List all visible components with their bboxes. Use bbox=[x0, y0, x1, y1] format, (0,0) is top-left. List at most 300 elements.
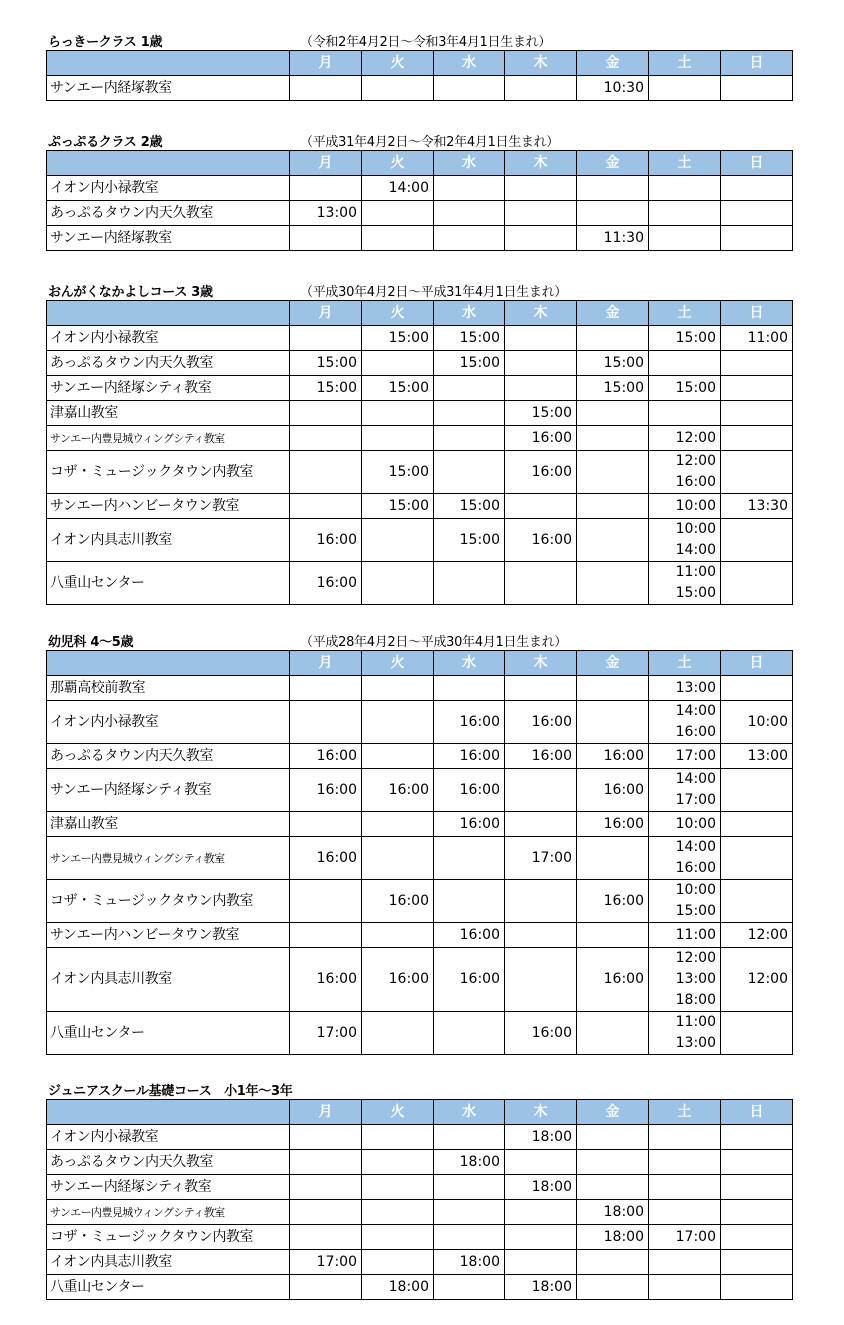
time-cell bbox=[434, 76, 505, 101]
time-cell bbox=[649, 1125, 721, 1150]
time-cell bbox=[434, 226, 505, 251]
table-header-row bbox=[47, 301, 793, 326]
section-title: おんがくなかよしコース 3歳 bbox=[48, 285, 213, 300]
time-cell bbox=[505, 226, 577, 251]
lesson-time: 16:00 bbox=[531, 429, 572, 446]
lesson-time: 16:00 bbox=[603, 815, 644, 832]
table-row bbox=[47, 948, 793, 1012]
time-cell bbox=[362, 76, 434, 101]
lesson-time: 11:00 bbox=[747, 329, 788, 346]
time-cell bbox=[721, 676, 793, 701]
time-cell bbox=[721, 201, 793, 226]
classroom-name: サンエー内経塚シティ教室 bbox=[47, 1175, 290, 1200]
day-header: 金 bbox=[577, 651, 649, 676]
lesson-time: 15:00 bbox=[531, 404, 572, 421]
lesson-time: 11:00 bbox=[675, 1014, 716, 1030]
time-cell bbox=[649, 1150, 721, 1175]
day-header: 日 bbox=[721, 1100, 793, 1125]
section-title: らっきークラス 1歳 bbox=[48, 35, 163, 50]
time-cell bbox=[721, 923, 793, 948]
time-cell bbox=[577, 1250, 649, 1275]
time-cell bbox=[362, 1012, 434, 1055]
lesson-time: 16:00 bbox=[603, 747, 644, 764]
time-cell bbox=[649, 948, 721, 1012]
lesson-time: 17:00 bbox=[675, 792, 716, 808]
time-cell bbox=[649, 494, 721, 519]
time-cell bbox=[577, 176, 649, 201]
lesson-time: 13:00 bbox=[675, 679, 716, 696]
lesson-time: 16:00 bbox=[603, 971, 644, 987]
classroom-name: サンエー内経塚シティ教室 bbox=[47, 769, 290, 812]
time-cell bbox=[649, 1012, 721, 1055]
time-cell bbox=[362, 401, 434, 426]
time-cell bbox=[721, 519, 793, 562]
table-row bbox=[47, 426, 793, 451]
lesson-time: 15:00 bbox=[603, 354, 644, 371]
section-header bbox=[46, 628, 792, 650]
day-header: 金 bbox=[577, 301, 649, 326]
time-cell bbox=[577, 326, 649, 351]
time-cell bbox=[505, 880, 577, 923]
time-cell bbox=[434, 812, 505, 837]
time-cell bbox=[290, 451, 362, 494]
lesson-time: 15:00 bbox=[459, 354, 500, 371]
day-header: 木 bbox=[505, 651, 577, 676]
classroom-name: 八重山センター bbox=[47, 1012, 290, 1055]
header-corner-cell bbox=[47, 1100, 290, 1125]
time-cell bbox=[362, 1200, 434, 1225]
time-cell bbox=[505, 1150, 577, 1175]
time-cell bbox=[505, 519, 577, 562]
time-cell bbox=[721, 1250, 793, 1275]
time-cell bbox=[290, 226, 362, 251]
time-cell bbox=[434, 744, 505, 769]
time-cell bbox=[290, 837, 362, 880]
time-cell bbox=[721, 451, 793, 494]
lesson-time: 16:00 bbox=[459, 815, 500, 832]
classroom-name: サンエー内ハンビータウン教室 bbox=[47, 923, 290, 948]
schedule-table bbox=[46, 650, 793, 1055]
time-cell bbox=[505, 701, 577, 744]
lesson-time: 17:00 bbox=[675, 747, 716, 764]
time-cell bbox=[362, 201, 434, 226]
header-corner-cell bbox=[47, 51, 290, 76]
time-cell bbox=[721, 744, 793, 769]
lesson-time: 14:00 bbox=[675, 703, 716, 719]
time-cell bbox=[362, 1250, 434, 1275]
time-cell bbox=[721, 562, 793, 605]
lesson-time: 16:00 bbox=[459, 781, 500, 798]
table-header-row bbox=[47, 651, 793, 676]
day-header: 火 bbox=[362, 651, 434, 676]
time-cell bbox=[649, 1175, 721, 1200]
lesson-time: 17:00 bbox=[316, 1024, 357, 1041]
table-row bbox=[47, 376, 793, 401]
lesson-time: 13:00 bbox=[675, 1035, 716, 1051]
time-cell bbox=[577, 201, 649, 226]
lesson-time: 15:00 bbox=[388, 497, 429, 514]
lesson-time: 16:00 bbox=[316, 747, 357, 764]
day-header: 土 bbox=[649, 51, 721, 76]
time-cell bbox=[505, 1200, 577, 1225]
time-cell bbox=[721, 326, 793, 351]
lesson-time: 16:00 bbox=[675, 724, 716, 740]
time-cell bbox=[721, 1125, 793, 1150]
time-cell bbox=[577, 494, 649, 519]
table-row bbox=[47, 451, 793, 494]
time-cell bbox=[290, 948, 362, 1012]
time-cell bbox=[434, 769, 505, 812]
time-cell bbox=[649, 326, 721, 351]
lesson-time: 14:00 bbox=[675, 839, 716, 855]
classroom-name: サンエー内豊見城ウィングシティ教室 bbox=[47, 1200, 290, 1225]
table-row bbox=[47, 1012, 793, 1055]
table-row bbox=[47, 562, 793, 605]
table-row bbox=[47, 1275, 793, 1300]
day-header: 土 bbox=[649, 151, 721, 176]
lesson-time: 15:00 bbox=[675, 329, 716, 346]
lesson-time: 16:00 bbox=[459, 971, 500, 987]
table-row bbox=[47, 744, 793, 769]
time-cell bbox=[362, 176, 434, 201]
time-cell bbox=[577, 426, 649, 451]
lesson-time: 11:30 bbox=[603, 229, 644, 246]
lesson-time: 18:00 bbox=[388, 1278, 429, 1295]
time-cell bbox=[721, 812, 793, 837]
lesson-time: 14:00 bbox=[388, 179, 429, 196]
lesson-time: 10:00 bbox=[747, 713, 788, 730]
schedule-table bbox=[46, 300, 793, 605]
lesson-time: 15:00 bbox=[675, 379, 716, 396]
table-row bbox=[47, 519, 793, 562]
table-row bbox=[47, 401, 793, 426]
table-row bbox=[47, 769, 793, 812]
lesson-time: 16:00 bbox=[531, 747, 572, 764]
time-cell bbox=[290, 401, 362, 426]
time-cell bbox=[434, 176, 505, 201]
table-row bbox=[47, 1225, 793, 1250]
table-row bbox=[47, 226, 793, 251]
time-cell bbox=[434, 494, 505, 519]
lesson-time: 15:00 bbox=[388, 329, 429, 346]
time-cell bbox=[649, 376, 721, 401]
time-cell bbox=[505, 1275, 577, 1300]
time-cell bbox=[290, 351, 362, 376]
time-cell bbox=[649, 201, 721, 226]
day-header: 土 bbox=[649, 651, 721, 676]
lesson-time: 14:00 bbox=[675, 542, 716, 558]
classroom-name: コザ・ミュージックタウン内教室 bbox=[47, 1225, 290, 1250]
time-cell bbox=[290, 562, 362, 605]
day-header: 月 bbox=[290, 651, 362, 676]
time-cell bbox=[505, 76, 577, 101]
day-header: 火 bbox=[362, 151, 434, 176]
lesson-time: 15:00 bbox=[459, 329, 500, 346]
time-cell bbox=[290, 376, 362, 401]
time-cell bbox=[649, 451, 721, 494]
time-cell bbox=[577, 1200, 649, 1225]
classroom-name: サンエー内豊見城ウィングシティ教室 bbox=[47, 426, 290, 451]
time-cell bbox=[362, 701, 434, 744]
lesson-time: 16:00 bbox=[603, 892, 644, 909]
classroom-name: あっぷるタウン内天久教室 bbox=[47, 744, 290, 769]
section-header bbox=[46, 128, 792, 150]
lesson-time: 15:00 bbox=[459, 531, 500, 548]
time-cell bbox=[721, 1275, 793, 1300]
classroom-name: サンエー内ハンビータウン教室 bbox=[47, 494, 290, 519]
schedule-section bbox=[46, 278, 792, 605]
section-birthdate-note: （平成31年4月2日～令和2年4月1日生まれ） bbox=[300, 135, 559, 150]
section-title: 幼児科 4～5歳 bbox=[48, 635, 134, 650]
lesson-time: 16:00 bbox=[531, 463, 572, 480]
time-cell bbox=[721, 1225, 793, 1250]
day-header: 水 bbox=[434, 51, 505, 76]
section-header bbox=[46, 278, 792, 300]
classroom-name: コザ・ミュージックタウン内教室 bbox=[47, 880, 290, 923]
schedule-section bbox=[46, 1077, 792, 1300]
time-cell bbox=[362, 1125, 434, 1150]
table-header-row bbox=[47, 151, 793, 176]
lesson-time: 12:00 bbox=[747, 926, 788, 943]
time-cell bbox=[649, 1275, 721, 1300]
lesson-time: 10:00 bbox=[675, 815, 716, 832]
lesson-time: 16:00 bbox=[388, 781, 429, 798]
classroom-name: イオン内具志川教室 bbox=[47, 948, 290, 1012]
time-cell bbox=[577, 351, 649, 376]
time-cell bbox=[505, 426, 577, 451]
schedule-table bbox=[46, 1099, 793, 1300]
lesson-time: 18:00 bbox=[459, 1153, 500, 1170]
classroom-name: イオン内小禄教室 bbox=[47, 1125, 290, 1150]
time-cell bbox=[434, 451, 505, 494]
lesson-time: 16:00 bbox=[675, 474, 716, 490]
day-header: 火 bbox=[362, 301, 434, 326]
lesson-time: 16:00 bbox=[316, 531, 357, 548]
time-cell bbox=[577, 923, 649, 948]
schedule-section bbox=[46, 28, 792, 101]
time-cell bbox=[649, 351, 721, 376]
time-cell bbox=[290, 701, 362, 744]
time-cell bbox=[721, 401, 793, 426]
classroom-name: イオン内小禄教室 bbox=[47, 326, 290, 351]
lesson-time: 16:00 bbox=[459, 713, 500, 730]
time-cell bbox=[721, 376, 793, 401]
time-cell bbox=[362, 519, 434, 562]
classroom-name: サンエー内経塚シティ教室 bbox=[47, 376, 290, 401]
lesson-time: 15:00 bbox=[388, 379, 429, 396]
time-cell bbox=[290, 1275, 362, 1300]
time-cell bbox=[649, 76, 721, 101]
section-header bbox=[46, 1077, 792, 1099]
schedule-table bbox=[46, 150, 793, 251]
header-corner-cell bbox=[47, 301, 290, 326]
time-cell bbox=[505, 1175, 577, 1200]
classroom-name: イオン内小禄教室 bbox=[47, 176, 290, 201]
time-cell bbox=[434, 1225, 505, 1250]
classroom-name: 那覇高校前教室 bbox=[47, 676, 290, 701]
time-cell bbox=[505, 376, 577, 401]
time-cell bbox=[362, 426, 434, 451]
time-cell bbox=[577, 837, 649, 880]
time-cell bbox=[290, 1175, 362, 1200]
day-header: 水 bbox=[434, 151, 505, 176]
lesson-time: 14:00 bbox=[675, 771, 716, 787]
time-cell bbox=[290, 880, 362, 923]
lesson-time: 16:00 bbox=[459, 747, 500, 764]
lesson-time: 18:00 bbox=[675, 992, 716, 1008]
lesson-time: 16:00 bbox=[459, 926, 500, 943]
time-cell bbox=[434, 426, 505, 451]
time-cell bbox=[649, 1250, 721, 1275]
lesson-time: 18:00 bbox=[531, 1178, 572, 1195]
lesson-time: 12:00 bbox=[675, 453, 716, 469]
lesson-time: 18:00 bbox=[531, 1128, 572, 1145]
schedule-table bbox=[46, 50, 793, 101]
time-cell bbox=[649, 562, 721, 605]
time-cell bbox=[434, 676, 505, 701]
time-cell bbox=[577, 226, 649, 251]
time-cell bbox=[649, 226, 721, 251]
lesson-time: 10:00 bbox=[675, 521, 716, 537]
lesson-time: 18:00 bbox=[459, 1253, 500, 1270]
classroom-name: 八重山センター bbox=[47, 1275, 290, 1300]
lesson-time: 11:00 bbox=[675, 564, 716, 580]
time-cell bbox=[721, 1012, 793, 1055]
classroom-name: イオン内具志川教室 bbox=[47, 1250, 290, 1275]
lesson-time: 10:30 bbox=[603, 79, 644, 96]
time-cell bbox=[577, 1150, 649, 1175]
time-cell bbox=[434, 1012, 505, 1055]
time-cell bbox=[505, 812, 577, 837]
time-cell bbox=[362, 376, 434, 401]
time-cell bbox=[577, 1012, 649, 1055]
day-header: 木 bbox=[505, 301, 577, 326]
time-cell bbox=[577, 676, 649, 701]
time-cell bbox=[721, 1150, 793, 1175]
time-cell bbox=[577, 880, 649, 923]
time-cell bbox=[577, 812, 649, 837]
time-cell bbox=[577, 1125, 649, 1150]
time-cell bbox=[577, 451, 649, 494]
lesson-time: 16:00 bbox=[388, 892, 429, 909]
table-row bbox=[47, 812, 793, 837]
lesson-time: 17:00 bbox=[316, 1253, 357, 1270]
lesson-time: 18:00 bbox=[603, 1203, 644, 1220]
time-cell bbox=[434, 326, 505, 351]
table-header-row bbox=[47, 1100, 793, 1125]
time-cell bbox=[577, 701, 649, 744]
lesson-time: 16:00 bbox=[316, 971, 357, 987]
table-row bbox=[47, 1150, 793, 1175]
time-cell bbox=[290, 1012, 362, 1055]
schedule-section bbox=[46, 128, 792, 251]
day-header: 土 bbox=[649, 1100, 721, 1125]
classroom-name: コザ・ミュージックタウン内教室 bbox=[47, 451, 290, 494]
day-header: 木 bbox=[505, 151, 577, 176]
table-row bbox=[47, 1125, 793, 1150]
classroom-name: あっぷるタウン内天久教室 bbox=[47, 1150, 290, 1175]
time-cell bbox=[577, 948, 649, 1012]
time-cell bbox=[505, 676, 577, 701]
lesson-time: 16:00 bbox=[603, 781, 644, 798]
lesson-time: 15:00 bbox=[316, 379, 357, 396]
time-cell bbox=[290, 201, 362, 226]
time-cell bbox=[721, 494, 793, 519]
time-cell bbox=[290, 494, 362, 519]
time-cell bbox=[290, 76, 362, 101]
day-header: 日 bbox=[721, 651, 793, 676]
table-row bbox=[47, 326, 793, 351]
time-cell bbox=[290, 176, 362, 201]
time-cell bbox=[577, 1175, 649, 1200]
time-cell bbox=[434, 401, 505, 426]
day-header: 木 bbox=[505, 51, 577, 76]
time-cell bbox=[362, 880, 434, 923]
table-row bbox=[47, 1250, 793, 1275]
time-cell bbox=[362, 562, 434, 605]
classroom-name: サンエー内経塚教室 bbox=[47, 226, 290, 251]
time-cell bbox=[505, 201, 577, 226]
day-header: 月 bbox=[290, 51, 362, 76]
table-row bbox=[47, 837, 793, 880]
time-cell bbox=[434, 376, 505, 401]
classroom-name: あっぷるタウン内天久教室 bbox=[47, 351, 290, 376]
day-header: 火 bbox=[362, 1100, 434, 1125]
time-cell bbox=[505, 837, 577, 880]
section-title: ジュニアスクール基礎コース 小1年～3年 bbox=[48, 1084, 293, 1099]
time-cell bbox=[362, 948, 434, 1012]
day-header: 月 bbox=[290, 1100, 362, 1125]
time-cell bbox=[290, 1250, 362, 1275]
lesson-time: 10:00 bbox=[675, 497, 716, 514]
lesson-time: 16:00 bbox=[388, 971, 429, 987]
time-cell bbox=[505, 326, 577, 351]
table-header-row bbox=[47, 51, 793, 76]
time-cell bbox=[505, 451, 577, 494]
section-header bbox=[46, 28, 792, 50]
time-cell bbox=[362, 923, 434, 948]
time-cell bbox=[649, 812, 721, 837]
time-cell bbox=[649, 837, 721, 880]
lesson-time: 13:00 bbox=[316, 204, 357, 221]
time-cell bbox=[649, 880, 721, 923]
day-header: 金 bbox=[577, 51, 649, 76]
table-row bbox=[47, 676, 793, 701]
time-cell bbox=[649, 923, 721, 948]
header-corner-cell bbox=[47, 651, 290, 676]
time-cell bbox=[577, 519, 649, 562]
classroom-name: 八重山センター bbox=[47, 562, 290, 605]
day-header: 水 bbox=[434, 651, 505, 676]
time-cell bbox=[362, 769, 434, 812]
time-cell bbox=[434, 923, 505, 948]
time-cell bbox=[649, 676, 721, 701]
time-cell bbox=[290, 676, 362, 701]
time-cell bbox=[434, 201, 505, 226]
time-cell bbox=[649, 701, 721, 744]
classroom-name: 津嘉山教室 bbox=[47, 401, 290, 426]
time-cell bbox=[505, 1225, 577, 1250]
time-cell bbox=[721, 880, 793, 923]
time-cell bbox=[505, 948, 577, 1012]
time-cell bbox=[362, 812, 434, 837]
time-cell bbox=[649, 744, 721, 769]
table-row bbox=[47, 176, 793, 201]
lesson-time: 12:00 bbox=[675, 950, 716, 966]
time-cell bbox=[505, 351, 577, 376]
lesson-time: 16:00 bbox=[316, 781, 357, 798]
time-cell bbox=[362, 744, 434, 769]
